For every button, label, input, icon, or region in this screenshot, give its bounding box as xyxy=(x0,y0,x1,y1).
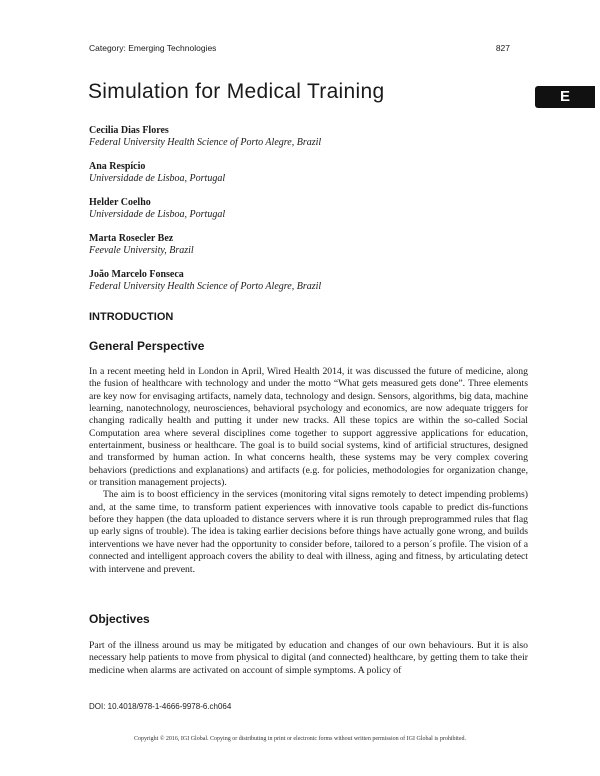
subsection-heading-objectives: Objectives xyxy=(89,612,150,626)
author-list xyxy=(89,125,529,305)
author-name: Marta Rosecler Bez xyxy=(89,233,174,244)
copyright-notice: Copyright © 2016, IGI Global. Copying or distributing in print or electronic forms without written permission of IGI Global is prohibited. xyxy=(133,736,466,742)
author-name: João Marcelo Fonseca xyxy=(89,269,184,280)
author-name: Ana Respício xyxy=(89,161,146,172)
author-name: Helder Coelho xyxy=(89,197,151,208)
author-entry xyxy=(89,233,529,257)
body-text-general-perspective xyxy=(89,366,528,576)
author-entry xyxy=(89,161,529,185)
section-tab: E xyxy=(535,86,595,108)
author-affiliation: Universidade de Lisboa, Portugal xyxy=(89,173,226,184)
subsection-heading-general-perspective: General Perspective xyxy=(89,339,205,353)
article-title: Simulation for Medical Training xyxy=(88,80,385,103)
paragraph: In a recent meeting held in London in April, Wired Health 2014, it was discussed the future of medicine, along the fusion of healthcare with technology and under the motto “What gets measured gets done”. Three elements are key now for envisaging artifacts, namely data, technology and design. Sensors, algorithms, big data, machine learning, nanotechnology, neurosciences, behavioral psychology and economics, are now adequate triggers for changing radically health and putting it under new tracks. All these topics are within the so-called Social Computation area where several disciplines come together to support aggressive applications for education, entertainment, business or healthcare. The goal is to build social systems, kind of artificial structures, designed and transformed by human action. In what concerns health, these systems may be very complex covering behaviors (predictions and explanations) and artifacts (e.g. for policies, methodologies for organization change, or transition management projects). xyxy=(89,366,528,489)
category-label: Category: Emerging Technologies xyxy=(89,43,217,53)
body-text-objectives xyxy=(89,640,528,677)
author-name: Cecilia Dias Flores xyxy=(89,125,169,136)
author-entry xyxy=(89,125,529,149)
paragraph: The aim is to boost efficiency in the services (monitoring vital signs remotely to detect impending problems) and, at the same time, to transform patient experiences with innovative tools capable to predict dis-functions before they happen (the data uploaded to distance servers where it is run through preprogrammed rules that flag up early signs of trouble). The idea is taking earlier decisions before things have actually gone wrong, and builds interventions we have never had the opportunity to consider before, tailored to a person´s profile. The vision of a connected and intelligent approach covers the ability to deal with illness, aging and fitness, by articulating detect with intervene and prevent. xyxy=(89,489,528,575)
author-affiliation: Federal University Health Science of Porto Alegre, Brazil xyxy=(89,281,322,292)
section-heading: INTRODUCTION xyxy=(89,311,174,323)
author-entry xyxy=(89,197,529,221)
author-affiliation: Feevale University, Brazil xyxy=(89,245,194,256)
author-affiliation: Federal University Health Science of Porto Alegre, Brazil xyxy=(89,137,322,148)
doi-label: DOI: 10.4018/978-1-4666-9978-6.ch064 xyxy=(89,702,232,711)
page-number: 827 xyxy=(495,43,510,53)
author-affiliation: Universidade de Lisboa, Portugal xyxy=(89,209,226,220)
author-entry xyxy=(89,269,529,293)
paragraph: Part of the illness around us may be mitigated by education and changes of our own behaviours. But it is also necessary help patients to move from physical to digital (and connected) healthcare, by getting them to take their medicine when alarms are activated on account of simple symptoms. A policy of xyxy=(89,640,528,676)
